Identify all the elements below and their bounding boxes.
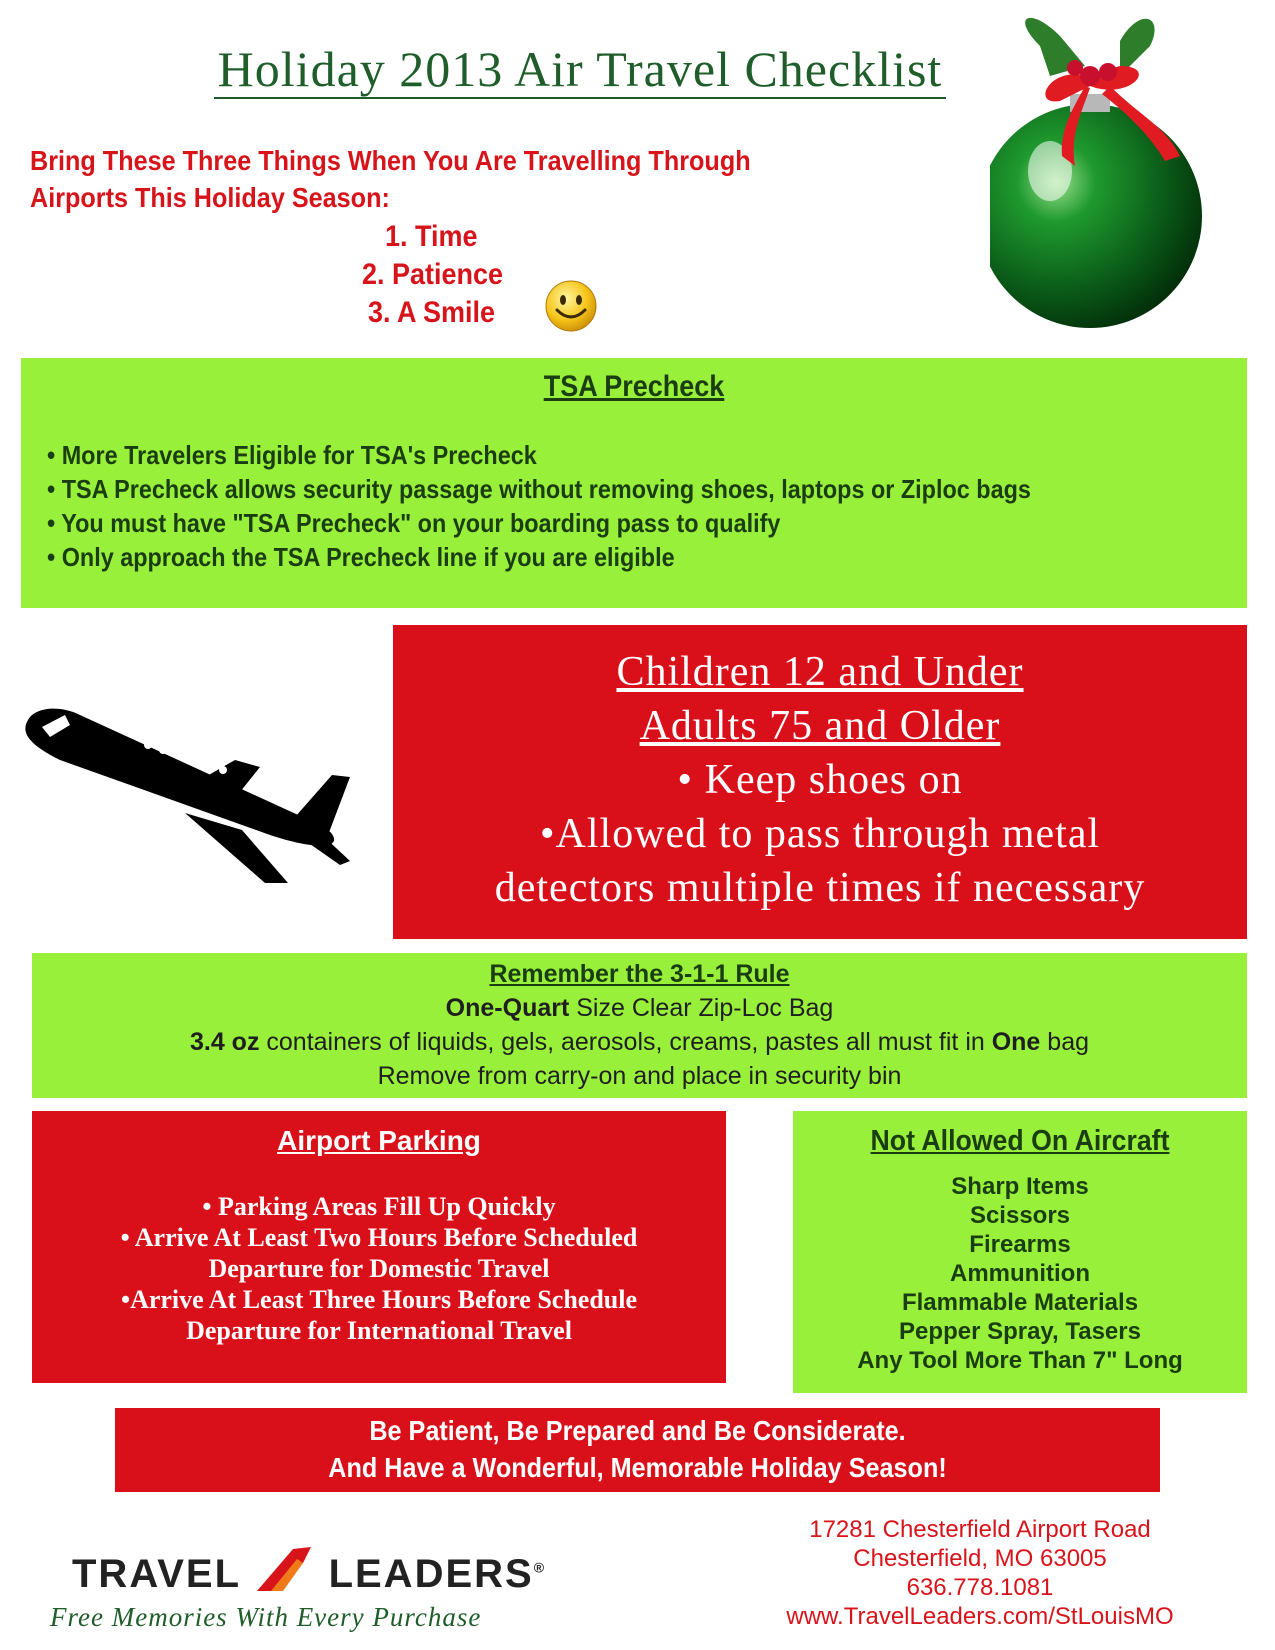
intro-line-1: Bring These Three Things When You Are Travelling Through: [30, 145, 751, 176]
intro-line-2: Airports This Holiday Season:: [30, 182, 390, 213]
airport-parking-panel: [32, 1111, 726, 1383]
list-item: Departure for Domestic Travel: [208, 1254, 550, 1283]
list-item: 3. A Smile: [368, 296, 496, 329]
ornament-icon: [990, 6, 1220, 331]
list-item: Flammable Materials: [901, 1289, 1139, 1316]
list-item: • More Travelers Eligible for TSA's Precheck: [47, 440, 537, 470]
page-title: Holiday 2013 Air Travel Checklist: [150, 40, 1010, 98]
logo-arrow-icon: [253, 1545, 315, 1595]
closing-line-1: Be Patient, Be Prepared and Be Considerate.: [369, 1415, 906, 1446]
intro-text: [30, 142, 840, 216]
website-link[interactable]: www.TravelLeaders.com/StLouisMO: [786, 1603, 1174, 1630]
metal-detector-line-2: detectors multiple times if necessary: [494, 865, 1146, 911]
metal-detector-line-1: •Allowed to pass through metal: [539, 811, 1101, 857]
list-item: • Arrive At Least Two Hours Before Scheduled: [120, 1223, 638, 1252]
list-item: • Only approach the TSA Precheck line if you are eligible: [47, 542, 675, 572]
children-adults-panel: [393, 625, 1247, 939]
list-item: Firearms: [969, 1231, 1071, 1258]
three-things-list-3: [368, 294, 495, 332]
list-item: •Arrive At Least Three Hours Before Schedule: [120, 1285, 638, 1314]
list-item: 1. Time: [385, 220, 478, 253]
logo-travel-text: TRAVEL: [72, 1552, 241, 1596]
list-item: Sharp Items: [951, 1173, 1089, 1200]
address-line-1: 17281 Chesterfield Airport Road: [809, 1516, 1151, 1543]
not-allowed-heading: Not Allowed On Aircraft: [870, 1125, 1170, 1157]
list-item: Any Tool More Than 7" Long: [857, 1347, 1183, 1374]
rule-line-3: Remove from carry-on and place in security bin: [377, 1062, 902, 1090]
list-item: • Parking Areas Fill Up Quickly: [202, 1192, 556, 1221]
tsa-heading: TSA Precheck: [543, 370, 725, 403]
three-things-list: [385, 218, 478, 256]
address-block: [740, 1515, 1220, 1631]
airplane-icon: [20, 705, 350, 885]
list-item: Scissors: [969, 1202, 1071, 1229]
rule-line-1: One-Quart Size Clear Zip-Loc Bag: [445, 994, 834, 1022]
list-item: • TSA Precheck allows security passage without removing shoes, laptops or Ziploc bags: [47, 474, 1031, 504]
three-things-list-2: [362, 256, 503, 294]
logo-leaders-text: LEADERS: [328, 1552, 534, 1596]
smiley-icon: [543, 278, 599, 334]
list-item: Pepper Spray, Tasers: [899, 1318, 1141, 1345]
phone-number: 636.778.1081: [906, 1574, 1054, 1601]
shoes-line: • Keep shoes on: [677, 757, 963, 803]
adults-line: Adults 75 and Older: [639, 703, 1001, 749]
list-item: Departure for International Travel: [186, 1316, 572, 1345]
not-allowed-panel: [793, 1111, 1247, 1393]
travel-leaders-logo: [72, 1545, 546, 1597]
tsa-precheck-panel: [21, 358, 1247, 608]
list-item: 2. Patience: [362, 258, 504, 291]
rule-heading: Remember the 3-1-1 Rule: [489, 960, 790, 988]
list-item: Ammunition: [950, 1260, 1090, 1287]
closing-banner: [115, 1408, 1160, 1492]
tsa-bullet-list: [47, 438, 1140, 574]
tagline: Free Memories With Every Purchase: [50, 1602, 482, 1632]
registered-mark: ®: [533, 1559, 547, 1576]
closing-line-2: And Have a Wonderful, Memorable Holiday Season!: [328, 1452, 947, 1483]
children-line: Children 12 and Under: [616, 649, 1024, 695]
list-item: • You must have "TSA Precheck" on your boarding pass to qualify: [47, 508, 781, 538]
address-line-2: Chesterfield, MO 63005: [853, 1545, 1107, 1572]
rule-line-2: 3.4 oz containers of liquids, gels, aerosols, creams, pastes all must fit in One bag: [189, 1028, 1090, 1056]
three-one-one-panel: [32, 953, 1247, 1098]
parking-heading: Airport Parking: [277, 1125, 481, 1156]
